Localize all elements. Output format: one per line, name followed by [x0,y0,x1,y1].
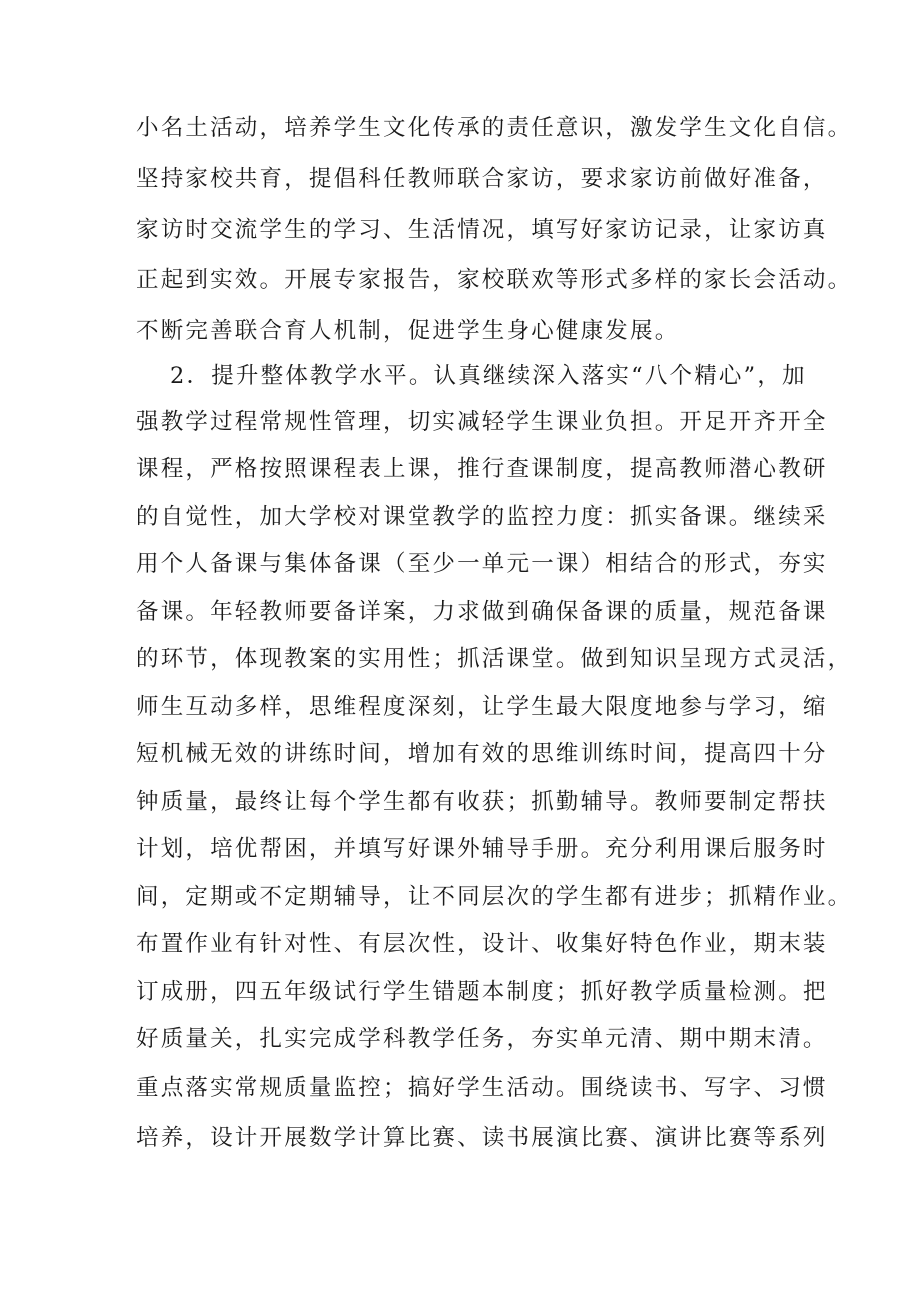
text-line: 布置作业有针对性、有层次性，设计、收集好特色作业，期末装 [136,931,828,957]
text-line: 师生互动多样，思维程度深刻，让学生最大限度地参与学习，缩 [136,694,828,720]
text-line: 坚持家校共育，提倡科任教师联合家访，要求家访前做好准备， [136,166,828,192]
text-line: 课程，严格按照课程表上课，推行查课制度，提高教师潜心教研 [136,456,828,482]
text-line: 强教学过程常规性管理，切实减轻学生课业负担。开足开齐开全 [136,409,828,435]
text-line: 备课。年轻教师要备详案，力求做到确保备课的质量，规范备课 [136,599,828,625]
text-line: 钟质量，最终让每个学生都有收获；抓勤辅导。教师要制定帮扶 [136,789,828,815]
text-line: 的自觉性，加大学校对课堂教学的监控力度：抓实备课。继续采 [136,504,828,530]
text-line: 的环节，体现教案的实用性；抓活课堂。做到知识呈现方式灵活， [136,646,853,672]
text-line: 正起到实效。开展专家报告，家校联欢等形式多样的家长会活动。 [136,267,853,293]
text-line: 小名土活动，培养学生文化传承的责任意识，激发学生文化自信。 [136,115,853,141]
text-line: 不断完善联合育人机制，促进学生身心健康发展。 [136,318,680,344]
text-line: 重点落实常规质量监控；搞好学生活动。围绕读书、写字、习惯 [136,1075,828,1101]
text-line: 订成册，四五年级试行学生错题本制度；抓好教学质量检测。把 [136,979,828,1005]
text-line: 用个人备课与集体备课（至少一单元一课）相结合的形式，夯实 [136,551,828,577]
text-line: 培养，设计开展数学计算比赛、读书展演比赛、演讲比赛等系列 [136,1125,828,1151]
text-line: 短机械无效的讲练时间，增加有效的思维训练时间，提高四十分 [136,741,828,767]
text-line: 好质量关，扎实完成学科教学任务，夯实单元清、期中期末清。 [136,1026,828,1052]
text-line: 间，定期或不定期辅导，让不同层次的学生都有进步；抓精作业。 [136,884,853,910]
text-line: 计划，培优帮困，并填写好课外辅导手册。充分利用课后服务时 [136,836,828,862]
text-line: 家访时交流学生的学习、生活情况，填写好家访记录，让家访真 [136,217,828,243]
paragraph-start-line: 2．提升整体教学水平。认真继续深入落实“八个精心”，加 [170,363,807,389]
